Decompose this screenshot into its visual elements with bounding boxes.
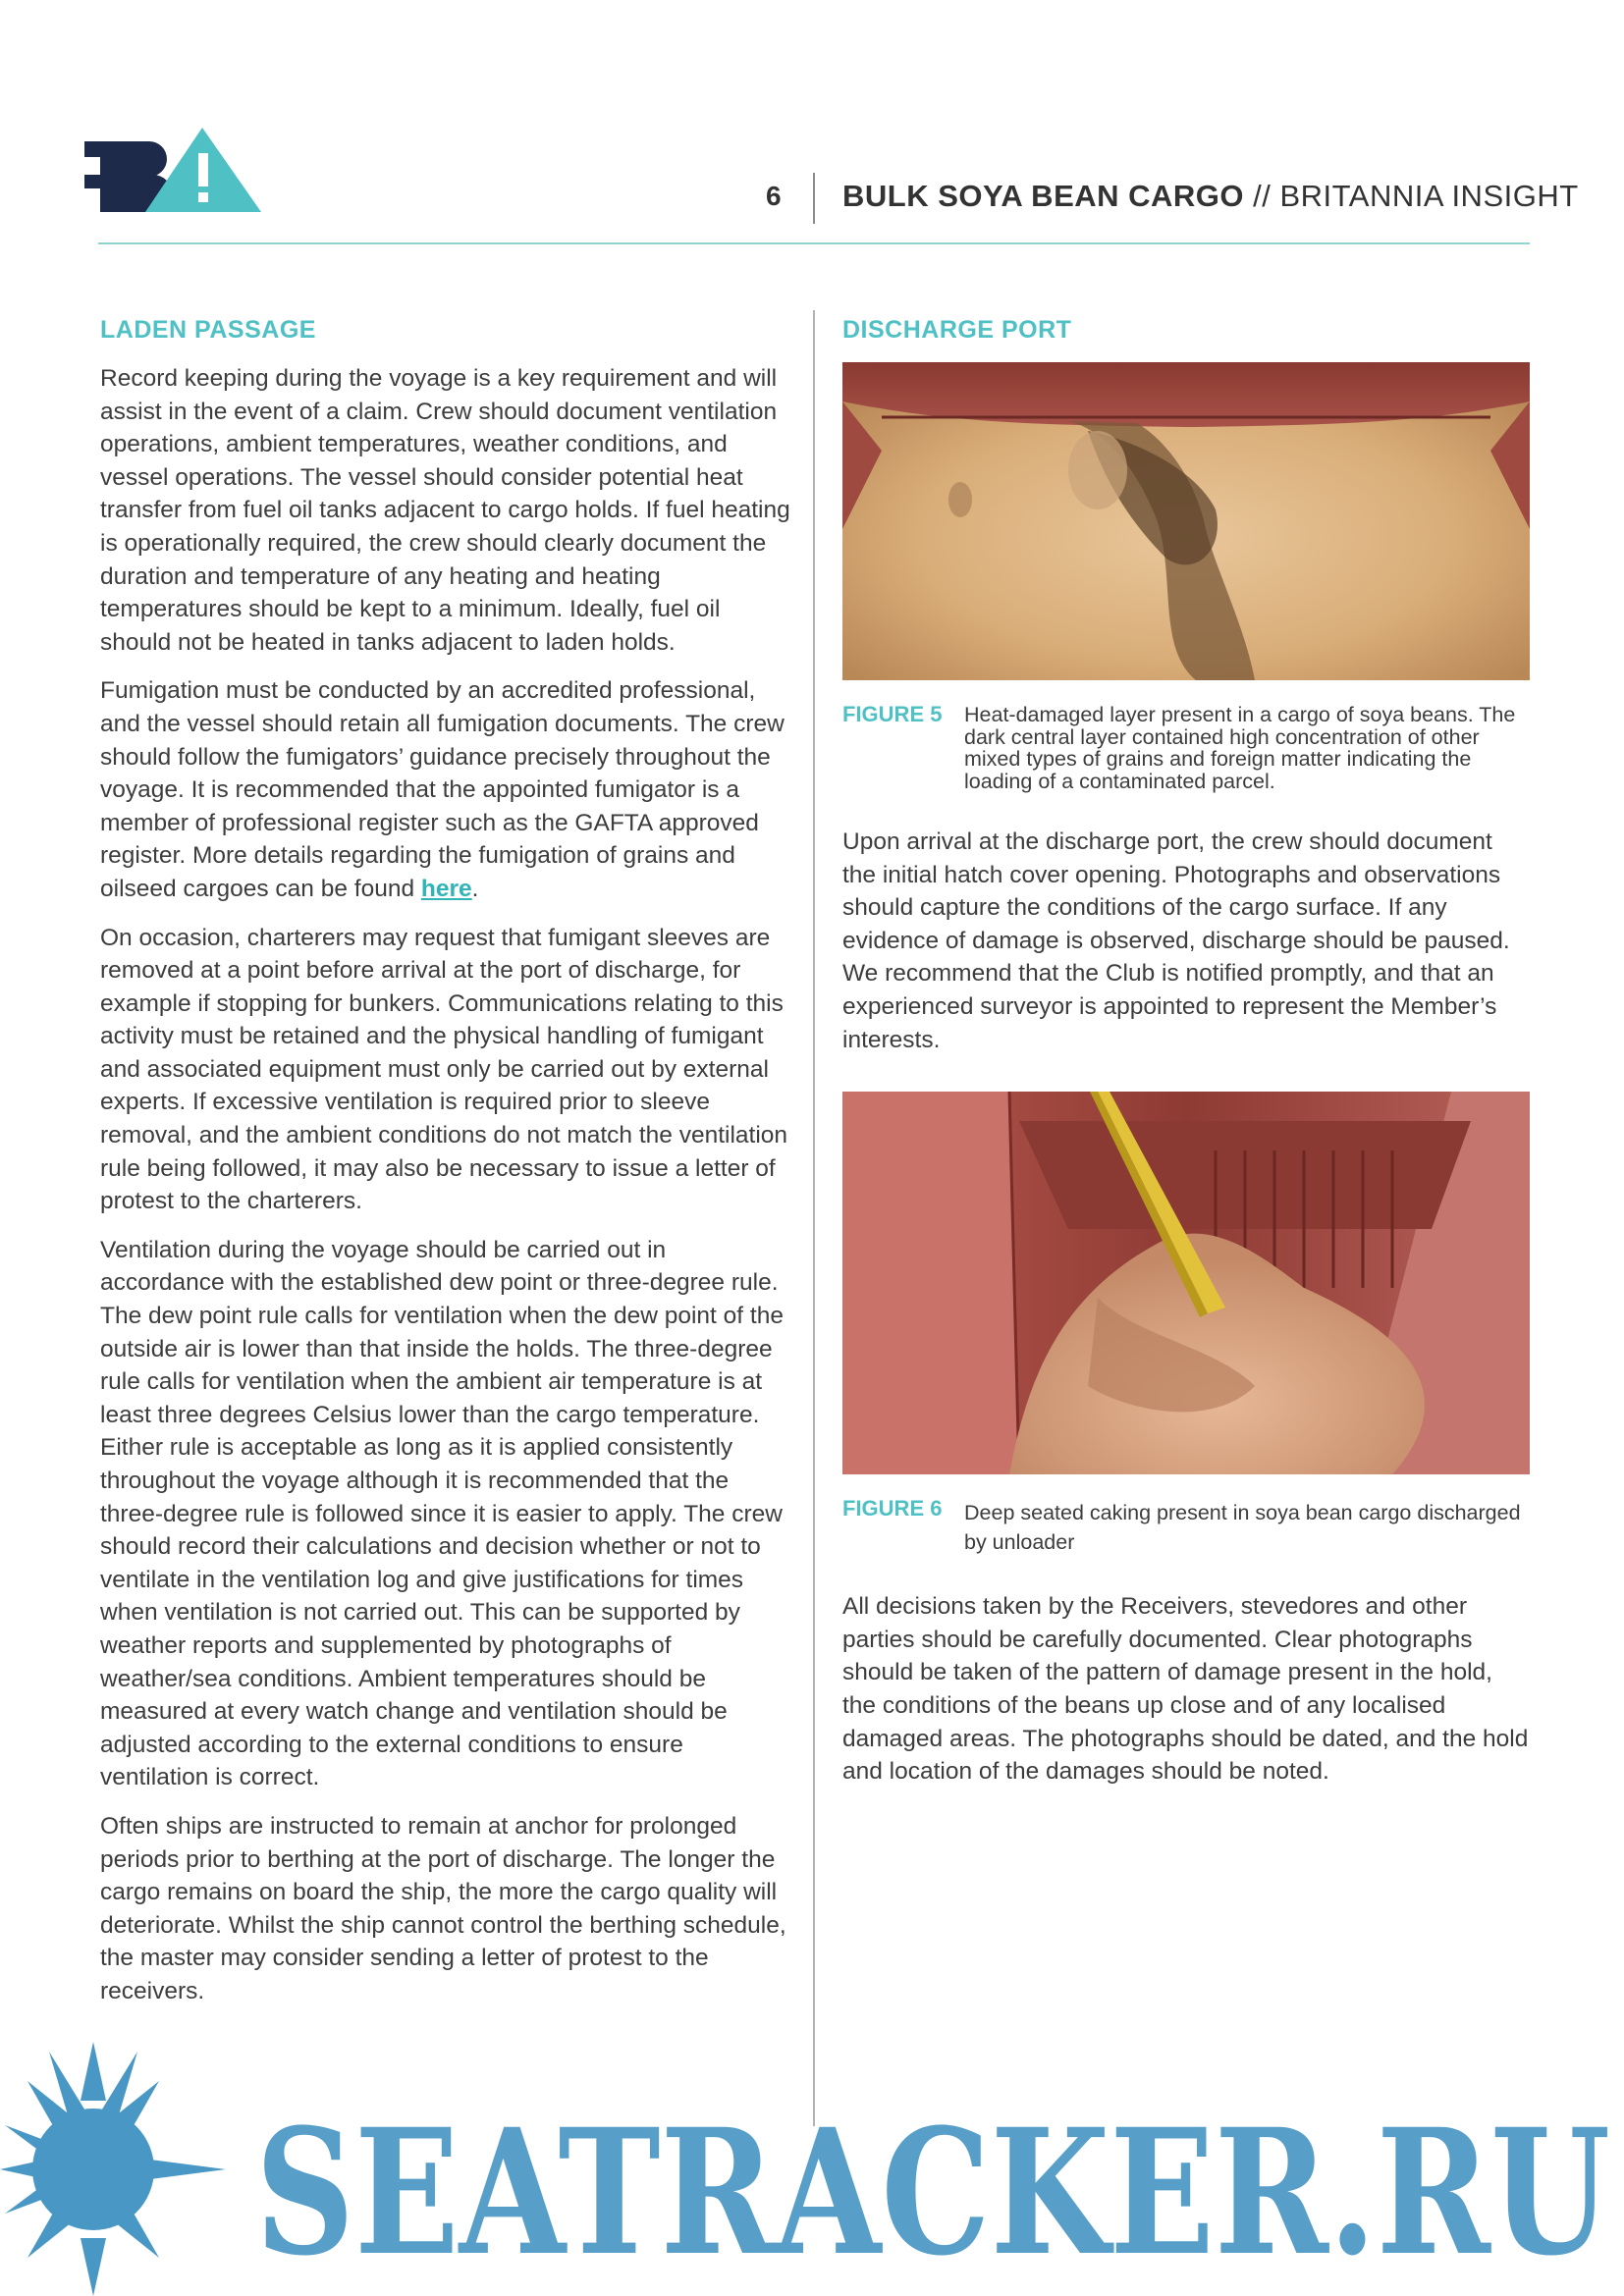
here-link[interactable]: here	[420, 875, 472, 902]
right-column	[842, 316, 1530, 1804]
paragraph-text: Fumigation must be conducted by an accredited professional, and the vessel should retain all fumigation documents. The crew should follow the fumigators’ guidance precisely throughout the voyage. It is recommended that the appointed fumigator is a member of professional register such as the GAFTA approved register. More details regarding the fumigation of grains and oilseed cargoes can be found	[100, 677, 785, 902]
figure-5-caption-text: Heat-damaged layer present in a cargo of soya beans. The dark central layer contained high concentration of other mixed types of grains and foreign matter indicating the loading of a contaminated parcel.	[964, 703, 1516, 793]
title-separator: //	[1244, 179, 1280, 213]
page-number: 6	[766, 181, 782, 211]
seatracker-watermark	[0, 2042, 1624, 2296]
publication-title: BULK SOYA BEAN CARGO	[842, 179, 1245, 213]
figure-5-caption	[842, 704, 1530, 792]
paragraph: All decisions taken by the Receivers, stevedores and other parties should be carefully documented. Clear photographs should be taken of the pattern of damage present in the hold, the conditions of the beans up close and of any localised damaged areas. The photographs should be dated, and the hold and location of the damages should be noted.	[842, 1593, 1529, 1786]
section-heading-discharge-port: DISCHARGE PORT	[842, 316, 1072, 344]
paragraph: Upon arrival at the discharge port, the crew should document the initial hatch cover opening. Photographs and observations should capture the conditions of the cargo surface. If any evidence of damage is observed, discharge should be paused. We recommend that the Club is notified promptly, and that an experienced surveyor is appointed to represent the Member’s interests.	[842, 828, 1510, 1053]
paragraph: Ventilation during the voyage should be carried out in accordance with the established dew point or three-degree rule. The dew point rule calls for ventilation when the dew point of the outside air is lower than that inside the holds. The three-degree rule calls for ventilation when the ambient air temperature is at least three degrees Celsius lower than the cargo temperature. Either rule is acceptable as long as it is applied consistently throughout the voyage although it is recommended that the three-degree rule is followed since it is easier to apply. The crew should record their calculations and decision whether or not to ventilate in the ventilation log and give justifications for times when ventilation is not carried out. This can be supported by weather reports and supplemented by photographs of weather/sea conditions. Ambient temperatures should be measured at every watch change and ventilation should be adjusted according to the external conditions to ensure ventilation is correct.	[100, 1236, 784, 1791]
paragraph: On occasion, charterers may request that fumigant sleeves are removed at a point before arrival at the port of discharge, for example if stopping for bunkers. Communications relating to this activity must be retained and the physical handling of fumigant and associated equipment must only be carried out by external experts. If excessive ventilation is required prior to sleeve removal, and the ambient conditions do not match the ventilation rule being followed, it may also be necessary to issue a letter of protest to the charterers.	[100, 924, 788, 1215]
section-heading-laden-passage: LADEN PASSAGE	[100, 316, 316, 344]
watermark-text: SEATRACKER.RU	[255, 2091, 1610, 2294]
figure-6-image	[842, 1092, 1530, 1474]
figure-5-label: FIGURE 5	[842, 702, 943, 726]
paragraph: Record keeping during the voyage is a key requirement and will assist in the event of a claim. Crew should document ventilation operations, ambient temperatures, weather conditions, and vessel operations. The vessel should consider potential heat transfer from fuel oil tanks adjacent to cargo holds. If fuel heating is operationally required, the crew should clearly document the duration and temperature of any heating and heating temperatures should be kept to a minimum. Ideally, fuel oil should not be heated in tanks adjacent to laden holds.	[100, 365, 790, 656]
column-divider	[813, 310, 815, 2126]
left-column	[100, 316, 791, 2024]
britannia-logo	[84, 128, 261, 212]
header-separator	[813, 173, 815, 224]
paragraph: Often ships are instructed to remain at anchor for prolonged periods prior to berthing at the port of discharge. The longer the cargo remains on board the ship, the more the cargo quality will deteriorate. Whilst the ship cannot control the berthing schedule, the master may consider sending a letter of protest to the receivers.	[100, 1812, 786, 2004]
figure-6-caption	[842, 1498, 1530, 1557]
figure-6-caption-text: Deep seated caking present in soya bean cargo discharged by unloader	[964, 1501, 1521, 1555]
header-title	[842, 179, 1579, 214]
watermark-text-fill: SEATRACKER.RU	[255, 2091, 1610, 2294]
figure-6-label: FIGURE 6	[842, 1496, 943, 1522]
figure-5-image	[842, 362, 1530, 680]
publication-series: BRITANNIA INSIGHT	[1279, 179, 1579, 213]
header-rule	[98, 242, 1530, 244]
paragraph-fumigation	[100, 674, 791, 905]
paragraph-text-end: .	[471, 875, 479, 902]
